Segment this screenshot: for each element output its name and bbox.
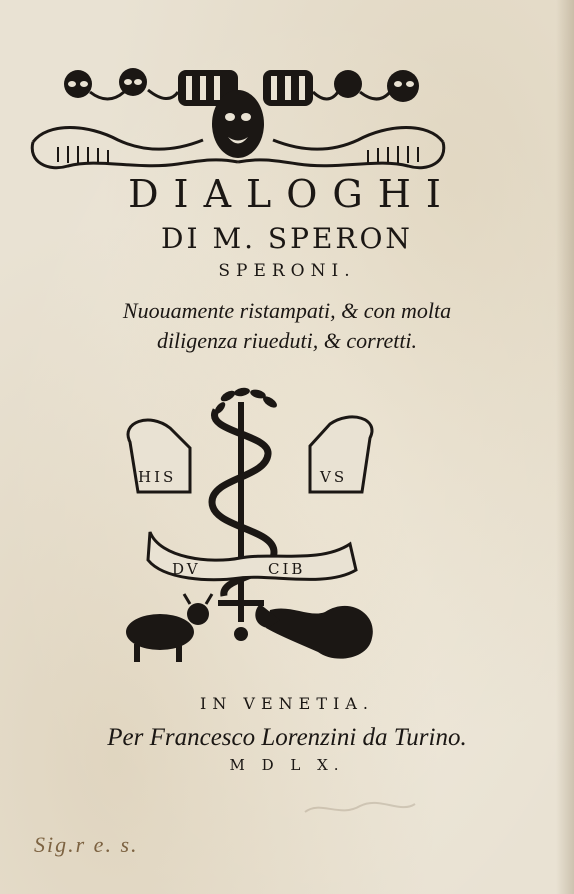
imprint-place: IN VENETIA. (200, 694, 374, 713)
author-line-2: SPERONI. (218, 261, 356, 281)
handwritten-note: Sig.r e. s. (34, 832, 139, 857)
book-title: DIALOGHI (128, 172, 456, 216)
motto-vs: VS (320, 468, 348, 486)
description-line-2: diligenza riueduti, & corretti. (156, 328, 418, 353)
laurel-icon (213, 387, 279, 416)
imprint-year: M D L X. (229, 756, 345, 774)
hand-cloud-icon (255, 604, 373, 659)
motto-dv: DV (172, 560, 201, 578)
imprint-printer: Per Francesco Lorenzini da Turino. (107, 724, 467, 751)
motto-cib: CIB (268, 560, 306, 578)
woodcut-headpiece (28, 62, 448, 176)
description-line-1: Nuouamente ristampati, & con molta (122, 298, 452, 323)
faded-ink-stain (300, 792, 420, 822)
printers-device (120, 382, 380, 672)
author-line-1: DI M. SPERON (161, 222, 413, 255)
motto-his: HIS (138, 468, 177, 486)
ox-icon (126, 594, 212, 662)
